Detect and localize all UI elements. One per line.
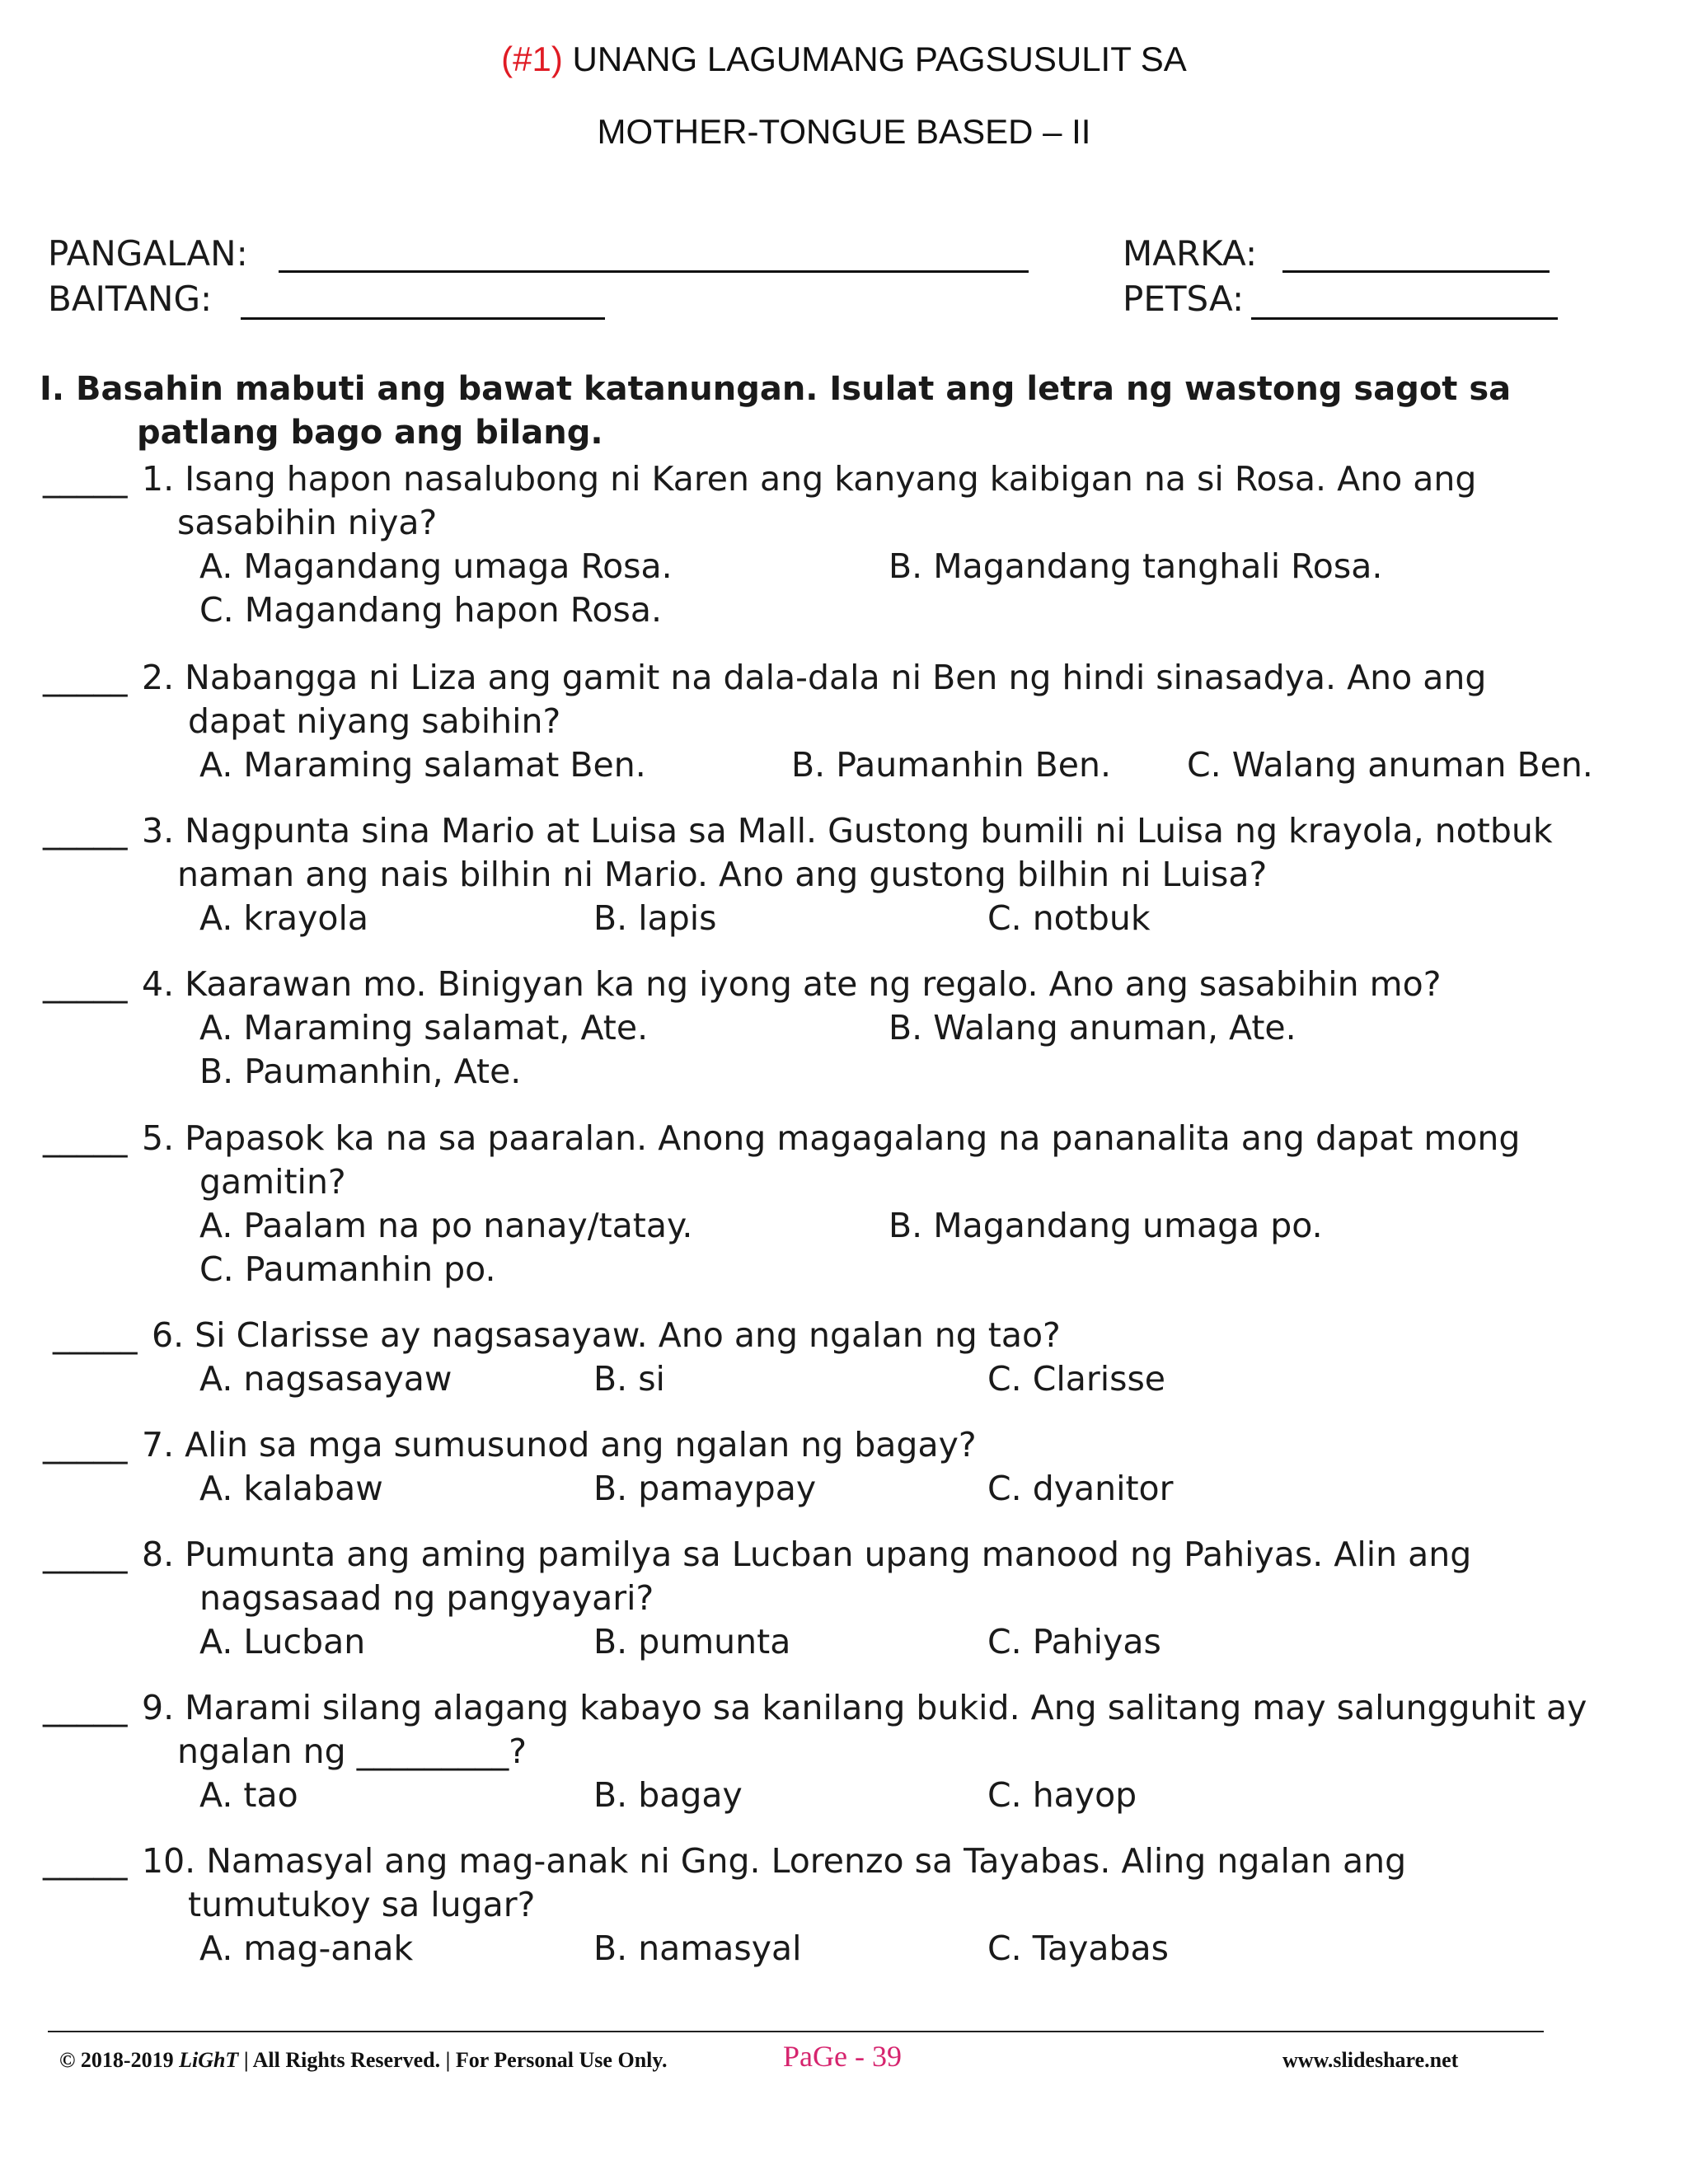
answer-blank[interactable]: _____ bbox=[53, 1315, 138, 1355]
question-text: 5. Papasok ka na sa paaralan. Anong magagalang na pananalita ang dapat mong bbox=[142, 1118, 1521, 1158]
question-text: 7. Alin sa mga sumusunod ang ngalan ng bagay? bbox=[142, 1425, 977, 1465]
title-number: (#1) bbox=[501, 40, 563, 78]
footer-site: www.slideshare.net bbox=[1282, 2048, 1459, 2072]
question-text: 2. Nabangga ni Liza ang gamit na dala-dala ni Ben ng hindi sinasadya. Ano ang bbox=[142, 658, 1487, 697]
answer-option: B. namasyal bbox=[593, 1929, 802, 1968]
answer-blank[interactable]: _____ bbox=[43, 964, 128, 1004]
title-text: UNANG LAGUMANG PAGSUSULIT SA bbox=[572, 40, 1187, 78]
grade-field[interactable] bbox=[241, 317, 605, 320]
answer-option: C. Walang anuman Ben. bbox=[1187, 745, 1593, 785]
question-text: 6. Si Clarisse ay nagsasayaw. Ano ang ngalan ng tao? bbox=[152, 1315, 1061, 1355]
footer-divider bbox=[48, 2031, 1544, 2032]
worksheet-title bbox=[0, 40, 1688, 79]
grade-label: BAITANG: bbox=[48, 279, 213, 319]
answer-blank[interactable]: _____ bbox=[43, 1118, 128, 1158]
answer-blank[interactable]: _____ bbox=[43, 811, 128, 851]
footer-copyright bbox=[59, 2048, 667, 2073]
answer-option: C. Pahiyas bbox=[987, 1622, 1161, 1661]
answer-blank[interactable]: _____ bbox=[43, 1841, 128, 1881]
answer-option: B. si bbox=[593, 1359, 665, 1399]
answer-option: C. Clarisse bbox=[987, 1359, 1166, 1399]
answer-option: A. tao bbox=[199, 1775, 298, 1815]
answer-blank[interactable]: _____ bbox=[43, 658, 128, 697]
answer-option: A. krayola bbox=[199, 898, 368, 938]
score-field[interactable] bbox=[1282, 270, 1550, 273]
copyright-text: © 2018-2019 bbox=[59, 2048, 174, 2072]
question-text: 10. Namasyal ang mag-anak ni Gng. Lorenzo sa Tayabas. Aling ngalan ang bbox=[142, 1841, 1407, 1881]
page-number: PaGe - 39 bbox=[783, 2040, 902, 2073]
answer-blank[interactable]: _____ bbox=[43, 1425, 128, 1465]
answer-option: A. Lucban bbox=[199, 1622, 366, 1661]
answer-option: B. Magandang umaga po. bbox=[889, 1206, 1323, 1245]
answer-option: C. Magandang hapon Rosa. bbox=[199, 590, 663, 630]
answer-option: A. Paalam na po nanay/tatay. bbox=[199, 1206, 693, 1245]
name-field[interactable] bbox=[279, 270, 1029, 273]
question-text: 3. Nagpunta sina Mario at Luisa sa Mall. Gustong bumili ni Luisa ng krayola, notbuk bbox=[142, 811, 1553, 851]
answer-option: B. lapis bbox=[593, 898, 717, 938]
question-text-continued: tumutukoy sa lugar? bbox=[188, 1885, 536, 1924]
worksheet-subtitle: MOTHER-TONGUE BASED – II bbox=[597, 112, 1091, 151]
answer-option: A. mag-anak bbox=[199, 1929, 414, 1968]
name-label: PANGALAN: bbox=[48, 233, 248, 274]
answer-option: C. Paumanhin po. bbox=[199, 1249, 496, 1289]
answer-option: A. Maraming salamat Ben. bbox=[199, 745, 646, 785]
answer-option: B. Magandang tanghali Rosa. bbox=[889, 546, 1383, 586]
answer-option: C. hayop bbox=[987, 1775, 1137, 1815]
question-text-continued: dapat niyang sabihin? bbox=[188, 701, 561, 741]
answer-blank[interactable]: _____ bbox=[43, 1535, 128, 1574]
answer-option: B. Paumanhin, Ate. bbox=[199, 1052, 522, 1091]
question-text-continued: sasabihin niya? bbox=[177, 503, 438, 542]
answer-option: A. Magandang umaga Rosa. bbox=[199, 546, 673, 586]
answer-option: A. kalabaw bbox=[199, 1469, 383, 1508]
rights-text: | All Rights Reserved. | For Personal Use Only. bbox=[243, 2048, 668, 2072]
question-text: 8. Pumunta ang aming pamilya sa Lucban upang manood ng Pahiyas. Alin ang bbox=[142, 1535, 1472, 1574]
answer-option: B. Paumanhin Ben. bbox=[791, 745, 1111, 785]
score-label: MARKA: bbox=[1123, 233, 1258, 274]
question-text: 4. Kaarawan mo. Binigyan ka ng iyong ate ng regalo. Ano ang sasabihin mo? bbox=[142, 964, 1442, 1004]
answer-option: B. bagay bbox=[593, 1775, 743, 1815]
instructions bbox=[40, 368, 1655, 455]
question-text-continued: gamitin? bbox=[199, 1162, 346, 1202]
answer-option: C. dyanitor bbox=[987, 1469, 1174, 1508]
question-text-continued: ngalan ng _________? bbox=[177, 1732, 527, 1771]
answer-option: A. Maraming salamat, Ate. bbox=[199, 1008, 649, 1047]
question-text: 9. Marami silang alagang kabayo sa kanilang bukid. Ang salitang may salungguhit ay bbox=[142, 1688, 1587, 1727]
answer-option: B. Walang anuman, Ate. bbox=[889, 1008, 1296, 1047]
brand-text: LiGhT bbox=[179, 2048, 239, 2072]
date-field[interactable] bbox=[1251, 317, 1558, 320]
question-text-continued: nagsasaad ng pangyayari? bbox=[199, 1578, 654, 1618]
answer-option: B. pumunta bbox=[593, 1622, 791, 1661]
answer-option: B. pamaypay bbox=[593, 1469, 817, 1508]
answer-blank[interactable]: _____ bbox=[43, 459, 128, 499]
answer-option: C. notbuk bbox=[987, 898, 1151, 938]
question-text: 1. Isang hapon nasalubong ni Karen ang kanyang kaibigan na si Rosa. Ano ang bbox=[142, 459, 1477, 499]
question-text-continued: naman ang nais bilhin ni Mario. Ano ang gustong bilhin ni Luisa? bbox=[177, 855, 1268, 894]
answer-option: A. nagsasayaw bbox=[199, 1359, 452, 1399]
answer-option: C. Tayabas bbox=[987, 1929, 1169, 1968]
instructions-text: I. Basahin mabuti ang bawat katanungan. Isulat ang letra ng wastong sagot sa patlang bago ang bilang. bbox=[40, 370, 1512, 452]
date-label: PETSA: bbox=[1123, 279, 1245, 319]
answer-blank[interactable]: _____ bbox=[43, 1688, 128, 1727]
